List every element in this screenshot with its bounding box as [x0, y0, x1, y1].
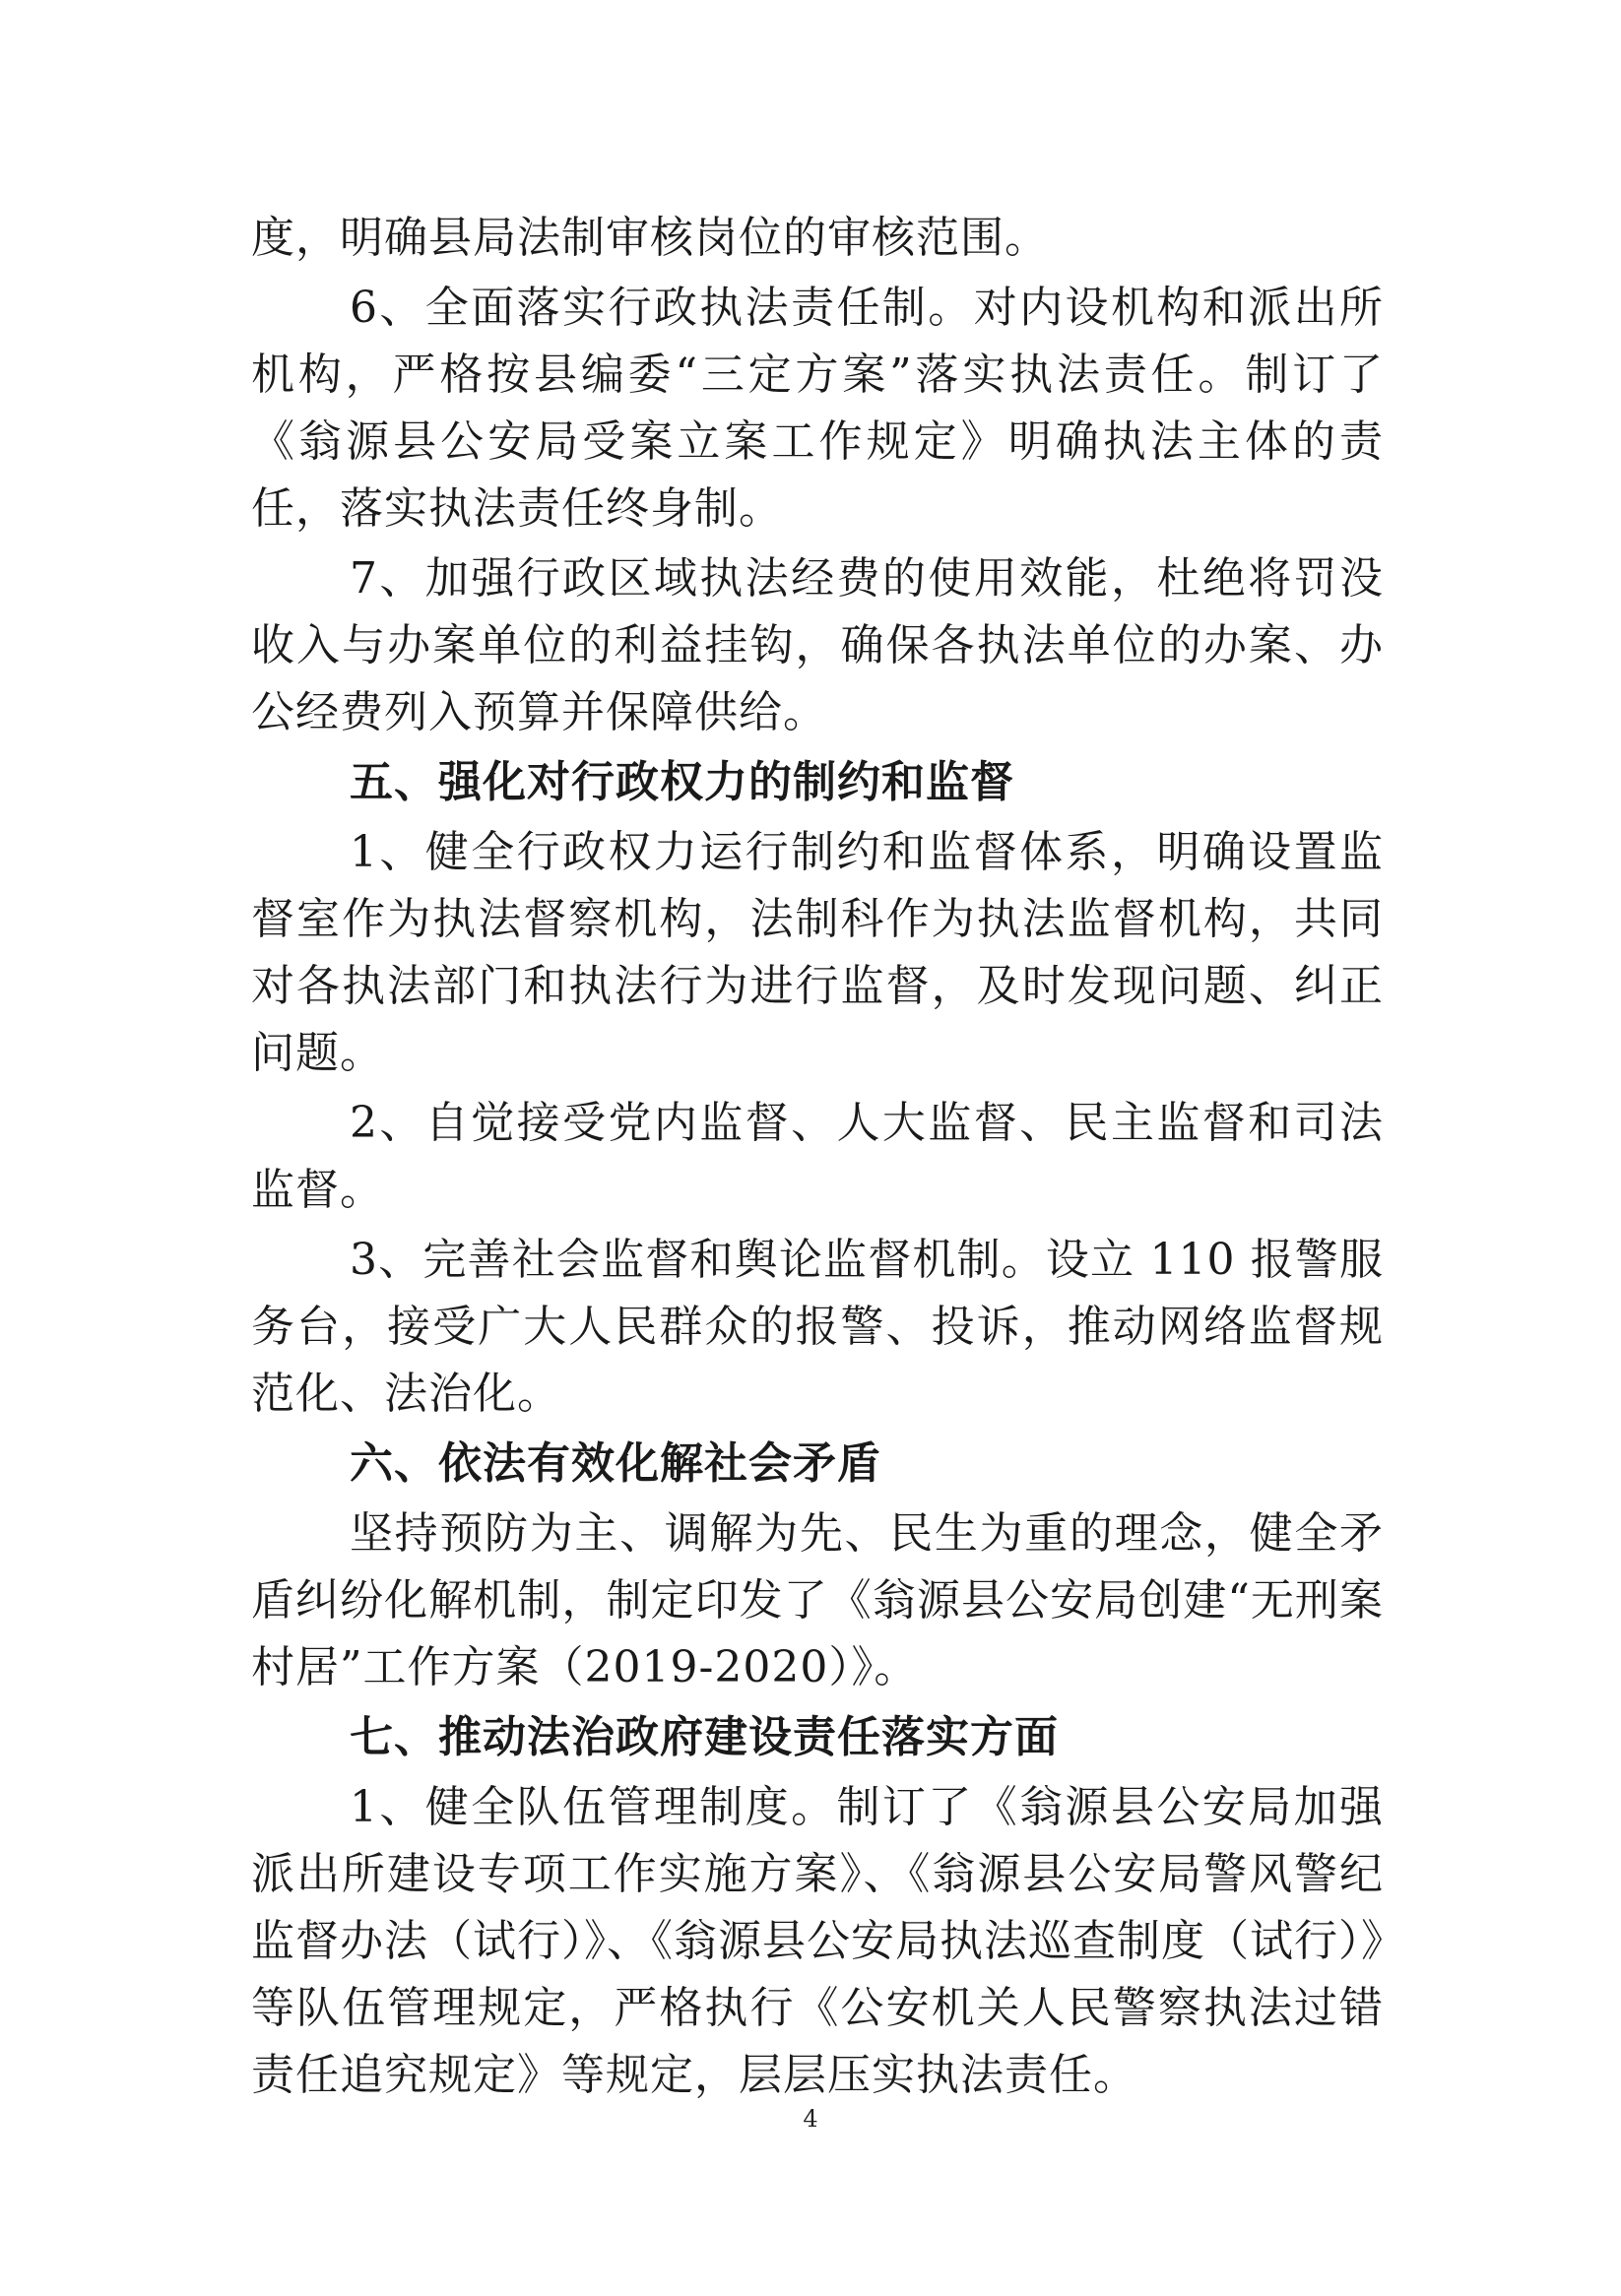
document-body — [251, 205, 1384, 2112]
section-heading-5: 五、强化对行政权力的制约和监督 — [350, 757, 1014, 807]
paragraph-section7-item-1: 1、健全队伍管理制度。制订了《翁源县公安局加强派出所建设专项工作实施方案》、《翁源县公安局警风警纪监督办法（试行）》、《翁源县公安局执法巡查制度（试行）》等队伍管理规定，严格执行《公安机关人民警察执法过错责任追究规定》等规定，层层压实执法责任。 — [251, 1782, 1384, 2100]
section-heading-7: 七、推动法治政府建设责任落实方面 — [350, 1712, 1059, 1762]
paragraph-continuation: 度，明确县局法制审核岗位的审核范围。 — [251, 213, 1049, 263]
page-number: 4 — [803, 2105, 818, 2133]
section-heading-6: 六、依法有效化解社会矛盾 — [350, 1438, 881, 1489]
paragraph-section6-body: 坚持预防为主、调解为先、民生为重的理念，健全矛盾纠纷化解机制，制定印发了《翁源县公安局创建“无刑案村居”工作方案（2019-2020）》。 — [251, 1508, 1384, 1692]
paragraph-section5-item-3: 3、完善社会监督和舆论监督机制。设立 110 报警服务台，接受广大人民群众的报警、投诉，推动网络监督规范化、法治化。 — [251, 1235, 1384, 1419]
paragraph-item-6: 6、全面落实行政执法责任制。对内设机构和派出所机构，严格按县编委“三定方案”落实执法责任。制订了《翁源县公安局受案立案工作规定》明确执法主体的责任，落实执法责任终身制。 — [251, 283, 1384, 534]
paragraph-section5-item-2: 2、自觉接受党内监督、人大监督、民主监督和司法监督。 — [251, 1098, 1384, 1215]
paragraph-item-7: 7、加强行政区域执法经费的使用效能，杜绝将罚没收入与办案单位的利益挂钩，确保各执法单位的办案、办公经费列入预算并保障供给。 — [251, 553, 1384, 737]
paragraph-section5-item-1: 1、健全行政权力运行制约和监督体系，明确设置监督室作为执法督察机构，法制科作为执法监督机构，共同对各执法部门和执法行为进行监督，及时发现问题、纠正问题。 — [251, 827, 1384, 1078]
